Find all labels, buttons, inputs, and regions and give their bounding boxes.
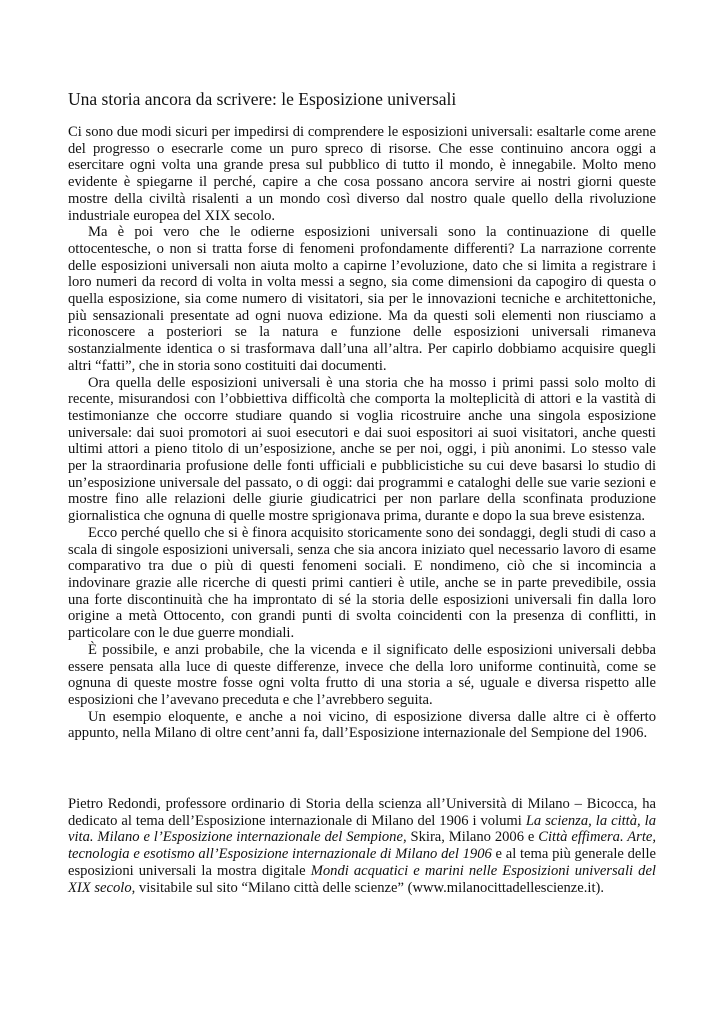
document-title: Una storia ancora da scrivere: le Esposizione universali — [68, 89, 457, 109]
paragraph-5: È possibile, e anzi probabile, che la vicenda e il significato delle esposizioni universali debba essere pensata alla luce di queste differenze, invece che della loro uniforme continuità, come se ognuna di queste mostre fosse ogni volta frutto di una storia a sé, uguale e diversa rispetto alle esposizioni che l’avevano preceduta e che l’avrebbero seguita. — [68, 641, 656, 708]
paragraph-3: Ora quella delle esposizioni universali è una storia che ha mosso i primi passi solo molto di recente, misurandosi con l’obbiettiva difficoltà che comporta la molteplicità di attori e la vastità di testimonianze che occorre studiare quando si voglia ricostruire anche una singola esposizione universale: dai suoi promotori ai suoi esecutori e dai suoi espositori ai suoi visitatori, anche questi ultimi attori a pieno titolo di un’esposizione, anche se per noi, oggi, i più anonimi. Lo stesso vale per la straordinaria profusione delle fonti ufficiali e pubblicistiche su cui deve basarsi lo studio di un’esposizione universale del passato, o di oggi: dai programmi e cataloghi delle sue varie sezioni e mostre fino alle relazioni delle giurie giudicatrici per non parlare della sconfinata produzione giornalistica che ognuna di quelle mostre sprigionava prima, durante e dopo la sua breve esistenza. — [68, 374, 656, 525]
note-book-title-1: La scienza, la città, la vita. Milano e l’Esposizione internazionale del Sempione — [68, 812, 656, 846]
paragraph-2: Ma è poi vero che le odierne esposizioni universali sono la continuazione di quelle ottocentesche, o non si tratta forse di fenomeni profondamente differenti? La narrazione corrente delle esposizioni universali non aiuta molto a capirne l’evoluzione, dato che si limita a registrare i loro numeri da record di volta in volta messi a segno, sia come dimensioni da capogiro di questa o quella esposizione, sia come numero di visitatori, sia per le innovazioni tecniche e architettoniche, più sensazionali presentate ad ogni nuova edizione. Ma da questi soli elementi non riusciamo a riconoscere a posteriori se la natura e funzione delle esposizioni universali rimaneva sostanzialmente identica o si trasformava dall’una all’altra. Per capirlo dobbiamo acquisire quegli altri “fatti”, che in storia sono costituiti dai documenti. — [68, 224, 656, 374]
article-body — [68, 124, 656, 742]
note-text-3: e al tema più generale delle esposizioni universali la mostra digitale — [68, 846, 656, 879]
note-book-title-2: Città effimera. Arte, tecnologia e esotismo all’Esposizione internazionale di Milano del 1906 — [68, 829, 657, 863]
note-text-2: , Skira, Milano 2006 e — [402, 829, 539, 846]
note-text-1: Pietro Redondi, professore ordinario di Storia della scienza all’Università di Milano – Bicocca, ha dedicato al tema dell’Esposizione internazionale di Milano del 1906 i volumi — [68, 796, 656, 829]
note-text-4: , visitabile sul sito “Milano città delle scienze” (www.milanocittadellescienze.it). — [131, 879, 605, 896]
author-note — [68, 796, 656, 896]
paragraph-4: Ecco perché quello che si è finora acquisito storicamente sono dei sondaggi, degli studi di caso a scala di singole esposizioni universali, senza che sia ancora iniziato quel necessario lavoro di esame comparativo tra due o più di questi fenomeni sociali. E nondimeno, ciò che si incomincia a indovinare grazie alle ricerche di questi primi cantieri è utile, anche se in parte prevedibile, ossia una forte discontinuità che ha improntato di sé la storia delle esposizioni universali fin dalla loro origine a metà Ottocento, con grandi punti di svolta coincidenti con la presenza di conflitti, in particolare con le due guerre mondiali. — [68, 524, 656, 642]
paragraph-6: Un esempio eloquente, e anche a noi vicino, di esposizione diversa dalle altre ci è offerto appunto, nella Milano di oltre cent’anni fa, dall’Esposizione internazionale del Sempione del 1906. — [68, 708, 656, 742]
note-exhibit-title: Mondi acquatici e marini nelle Esposizioni universali del XIX secolo — [68, 862, 656, 896]
paragraph-1: Ci sono due modi sicuri per impedirsi di comprendere le esposizioni universali: esaltarle come arene del progresso o esecrarle come un puro spreco di risorse. Che esse continuino ancora oggi a esercitare ogni volta una grande presa sul pubblico di tutto il mondo, è innegabile. Molto meno evidente è spiegarne il perché, capire a che cosa possano ancora servire ai nostri giorni queste mostre della civiltà risalenti a un mondo così diverso dal nostro quale quello della rivoluzione industriale europea del XIX secolo. — [68, 124, 656, 224]
